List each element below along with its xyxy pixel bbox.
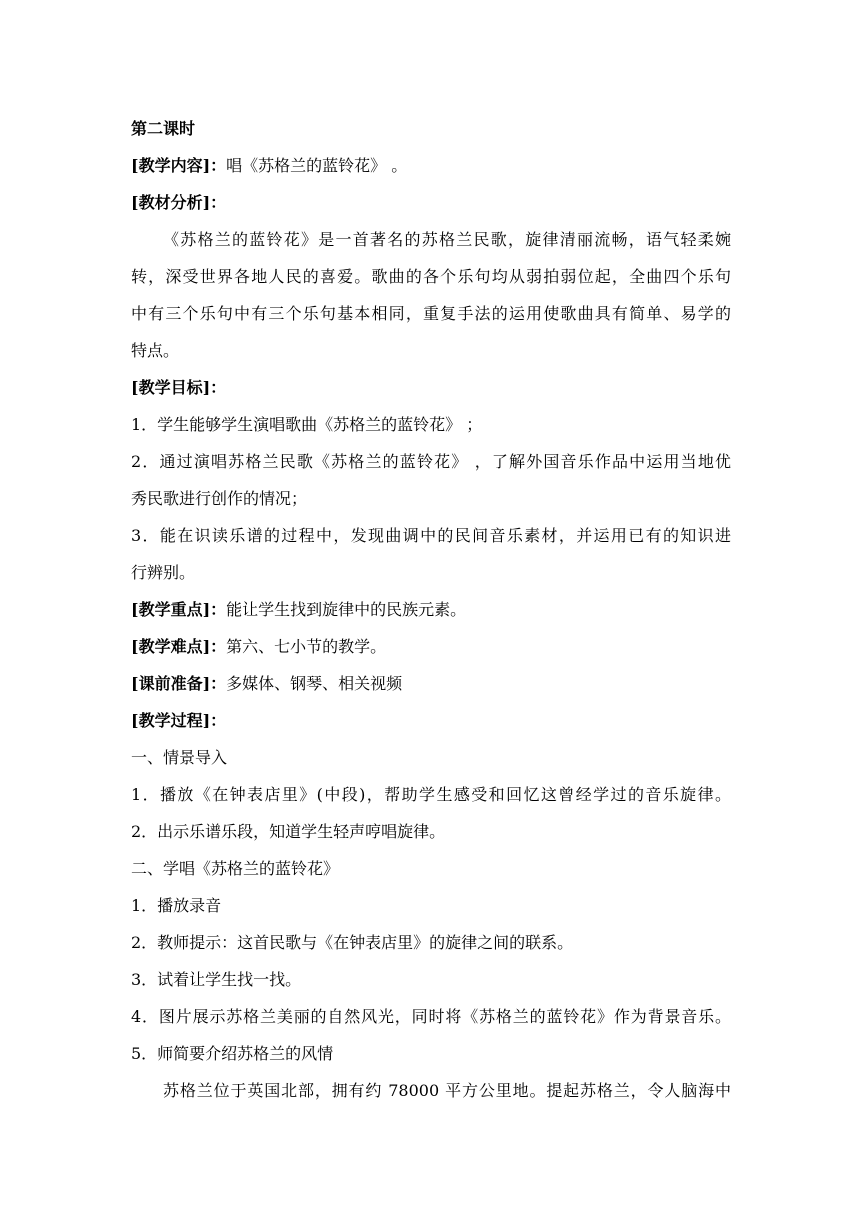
scotland-paragraph: 苏格兰位于英国北部，拥有约 78000 平方公里地。提起苏格兰，令人脑海中 (163, 1081, 731, 1100)
lesson-heading: 第二课时 (131, 119, 196, 138)
difficulty (131, 637, 731, 657)
preparation (131, 674, 731, 694)
key-point-label: [教学重点]： (131, 600, 227, 619)
goal-line: 3．能在识读乐谱的过程中，发现曲调中的民间音乐素材，并运用已有的知识进 (131, 526, 731, 545)
goal-line: 1．学生能够学生演唱歌曲《苏格兰的蓝铃花》 ； (131, 415, 483, 434)
analysis-line: 转，深受世界各地人民的喜爱。歌曲的各个乐句均从弱拍弱位起，全曲四个乐句 (131, 267, 731, 286)
section-title: 二、学唱《苏格兰的蓝铃花》 (131, 859, 340, 878)
analysis-line: 《苏格兰的蓝铃花》是一首著名的苏格兰民歌，旋律清丽流畅，语气轻柔婉 (163, 230, 731, 249)
teaching-content-label: [教学内容]： (131, 156, 227, 175)
process-item: 4．图片展示苏格兰美丽的自然风光，同时将《苏格兰的蓝铃花》作为背景音乐。 (131, 1007, 731, 1026)
key-point (131, 600, 731, 620)
process-item: 1．播放《在钟表店里》(中段)，帮助学生感受和回忆这曾经学过的音乐旋律。 (131, 785, 731, 804)
analysis-line: 特点。 (131, 341, 180, 360)
section-title: 一、情景导入 (131, 748, 228, 767)
process-item: 2．教师提示：这首民歌与《在钟表店里》的旋律之间的联系。 (131, 933, 574, 952)
key-point-text: 能让学生找到旋律中的民族元素。 (226, 600, 467, 619)
process-item: 1．播放录音 (131, 896, 222, 915)
preparation-text: 多媒体、钢琴、相关视频 (226, 674, 403, 693)
analysis-line: 中有三个乐句中有三个乐句基本相同，重复手法的运用使歌曲具有简单、易学的 (131, 304, 731, 323)
teaching-goals-label: [教学目标]： (131, 378, 227, 397)
goal-line: 2．通过演唱苏格兰民歌《苏格兰的蓝铃花》 ，了解外国音乐作品中运用当地优 (131, 452, 731, 471)
goal-line: 行辨别。 (131, 563, 196, 582)
process-item: 5．师简要介绍苏格兰的风情 (131, 1044, 334, 1063)
process-item: 3．试着让学生找一找。 (131, 970, 302, 989)
difficulty-text: 第六、七小节的教学。 (226, 637, 387, 656)
difficulty-label: [教学难点]： (131, 637, 227, 656)
teaching-content (131, 156, 731, 176)
process-item: 2．出示乐谱乐段，知道学生轻声哼唱旋律。 (131, 822, 446, 841)
goal-line: 秀民歌进行创作的情况； (131, 489, 308, 508)
material-analysis-label: [教材分析]： (131, 193, 227, 212)
teaching-process-label: [教学过程]： (131, 711, 227, 730)
teaching-content-text: 唱《苏格兰的蓝铃花》 。 (226, 156, 408, 175)
preparation-label: [课前准备]： (131, 674, 227, 693)
